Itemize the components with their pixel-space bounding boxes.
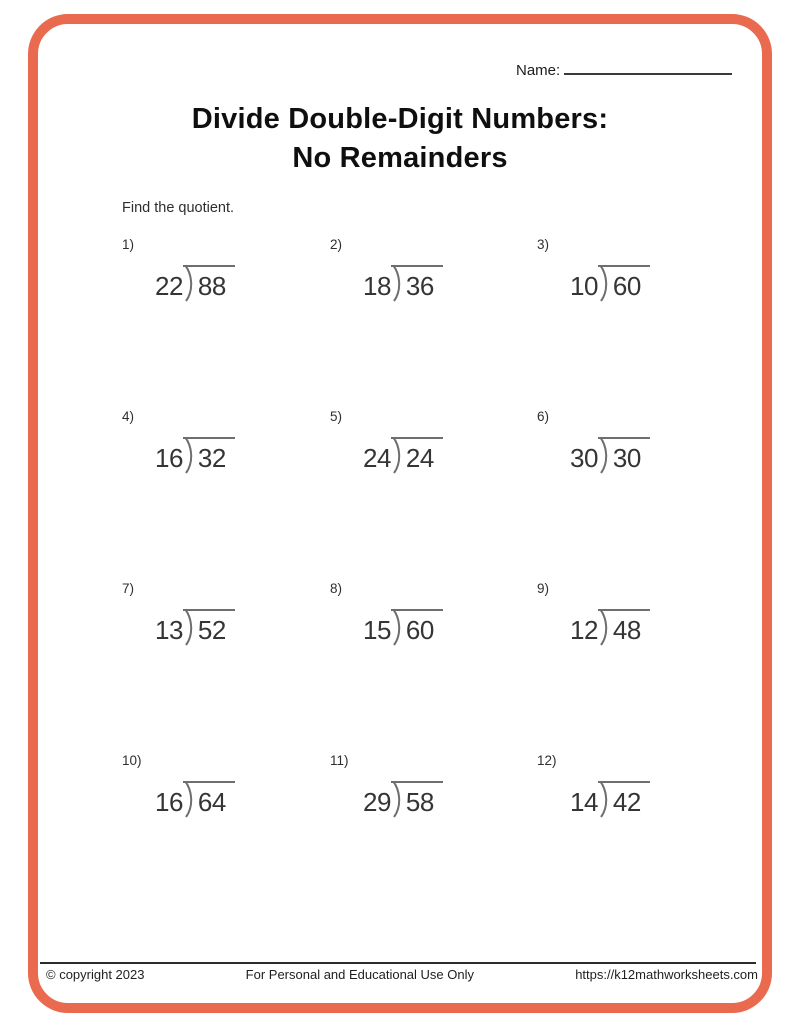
- division-paren-icon: [598, 437, 611, 474]
- footer-url: https://k12mathworksheets.com: [575, 967, 758, 982]
- division-paren-icon: [598, 781, 611, 818]
- long-division-problem: [363, 609, 443, 646]
- problem-cell-12: [537, 753, 744, 925]
- division-bracket: [183, 265, 235, 302]
- problem-number: 3): [537, 237, 550, 252]
- divisor: 30: [570, 443, 598, 473]
- division-paren-icon: [183, 781, 196, 818]
- problem-cell-8: [330, 581, 537, 753]
- footer-copyright: © copyright 2023: [46, 967, 145, 982]
- footer-usage-note: For Personal and Educational Use Only: [245, 967, 475, 982]
- dividend: 88: [197, 271, 226, 301]
- division-bracket: [391, 437, 443, 474]
- problem-number: 2): [330, 237, 343, 252]
- problem-cell-2: [330, 237, 537, 409]
- divisor: 14: [570, 787, 598, 817]
- long-division-problem: [155, 781, 235, 818]
- division-bracket: [598, 265, 650, 302]
- problem-cell-7: [122, 581, 330, 753]
- problem-cell-6: [537, 409, 744, 581]
- instruction-text: Find the quotient.: [122, 200, 235, 216]
- problem-number: 9): [537, 581, 550, 596]
- dividend: 60: [612, 271, 641, 301]
- problem-number: 12): [537, 753, 557, 768]
- footer-divider: [40, 962, 756, 964]
- problem-cell-3: [537, 237, 744, 409]
- divisor: 18: [363, 271, 391, 301]
- problem-number: 1): [122, 237, 135, 252]
- division-bracket: [183, 609, 235, 646]
- name-label: Name:: [516, 62, 561, 79]
- dividend: 32: [197, 443, 226, 473]
- division-paren-icon: [598, 265, 611, 302]
- divisor: 13: [155, 615, 183, 645]
- divisor: 12: [570, 615, 598, 645]
- long-division-problem: [363, 265, 443, 302]
- problem-number: 8): [330, 581, 343, 596]
- problems-grid: [122, 237, 744, 925]
- division-bracket: [183, 781, 235, 818]
- long-division-problem: [570, 265, 650, 302]
- division-paren-icon: [598, 609, 611, 646]
- division-bracket: [598, 437, 650, 474]
- dividend: 58: [405, 787, 434, 817]
- problem-cell-10: [122, 753, 330, 925]
- dividend: 52: [197, 615, 226, 645]
- problem-number: 7): [122, 581, 135, 596]
- divisor: 22: [155, 271, 183, 301]
- long-division-problem: [155, 609, 235, 646]
- division-paren-icon: [183, 437, 196, 474]
- problem-number: 6): [537, 409, 550, 424]
- page-title-line1: Divide Double-Digit Numbers:: [191, 103, 609, 135]
- dividend: 64: [197, 787, 226, 817]
- division-bracket: [391, 265, 443, 302]
- dividend: 30: [612, 443, 641, 473]
- division-paren-icon: [183, 265, 196, 302]
- division-bracket: [598, 609, 650, 646]
- page-title-line2: No Remainders: [292, 142, 508, 174]
- division-bracket: [391, 781, 443, 818]
- divisor: 24: [363, 443, 391, 473]
- problem-number: 10): [122, 753, 142, 768]
- division-bracket: [598, 781, 650, 818]
- divisor: 16: [155, 787, 183, 817]
- division-paren-icon: [391, 437, 404, 474]
- divisor: 15: [363, 615, 391, 645]
- problem-cell-4: [122, 409, 330, 581]
- division-paren-icon: [391, 265, 404, 302]
- division-paren-icon: [391, 781, 404, 818]
- problem-number: 11): [330, 753, 349, 768]
- long-division-problem: [363, 437, 443, 474]
- problem-cell-9: [537, 581, 744, 753]
- divisor: 29: [363, 787, 391, 817]
- divisor: 10: [570, 271, 598, 301]
- name-field: [516, 60, 732, 79]
- long-division-problem: [570, 609, 650, 646]
- long-division-problem: [570, 437, 650, 474]
- problem-cell-5: [330, 409, 537, 581]
- dividend: 48: [612, 615, 641, 645]
- name-blank-line[interactable]: [564, 60, 732, 75]
- problem-cell-1: [122, 237, 330, 409]
- dividend: 36: [405, 271, 434, 301]
- footer: [46, 967, 758, 982]
- long-division-problem: [155, 437, 235, 474]
- divisor: 16: [155, 443, 183, 473]
- division-paren-icon: [183, 609, 196, 646]
- dividend: 60: [405, 615, 434, 645]
- dividend: 24: [405, 443, 434, 473]
- division-paren-icon: [391, 609, 404, 646]
- problem-cell-11: [330, 753, 537, 925]
- long-division-problem: [155, 265, 235, 302]
- division-bracket: [391, 609, 443, 646]
- page-title: [0, 100, 800, 178]
- problem-number: 4): [122, 409, 135, 424]
- long-division-problem: [570, 781, 650, 818]
- problem-number: 5): [330, 409, 343, 424]
- long-division-problem: [363, 781, 443, 818]
- division-bracket: [183, 437, 235, 474]
- dividend: 42: [612, 787, 641, 817]
